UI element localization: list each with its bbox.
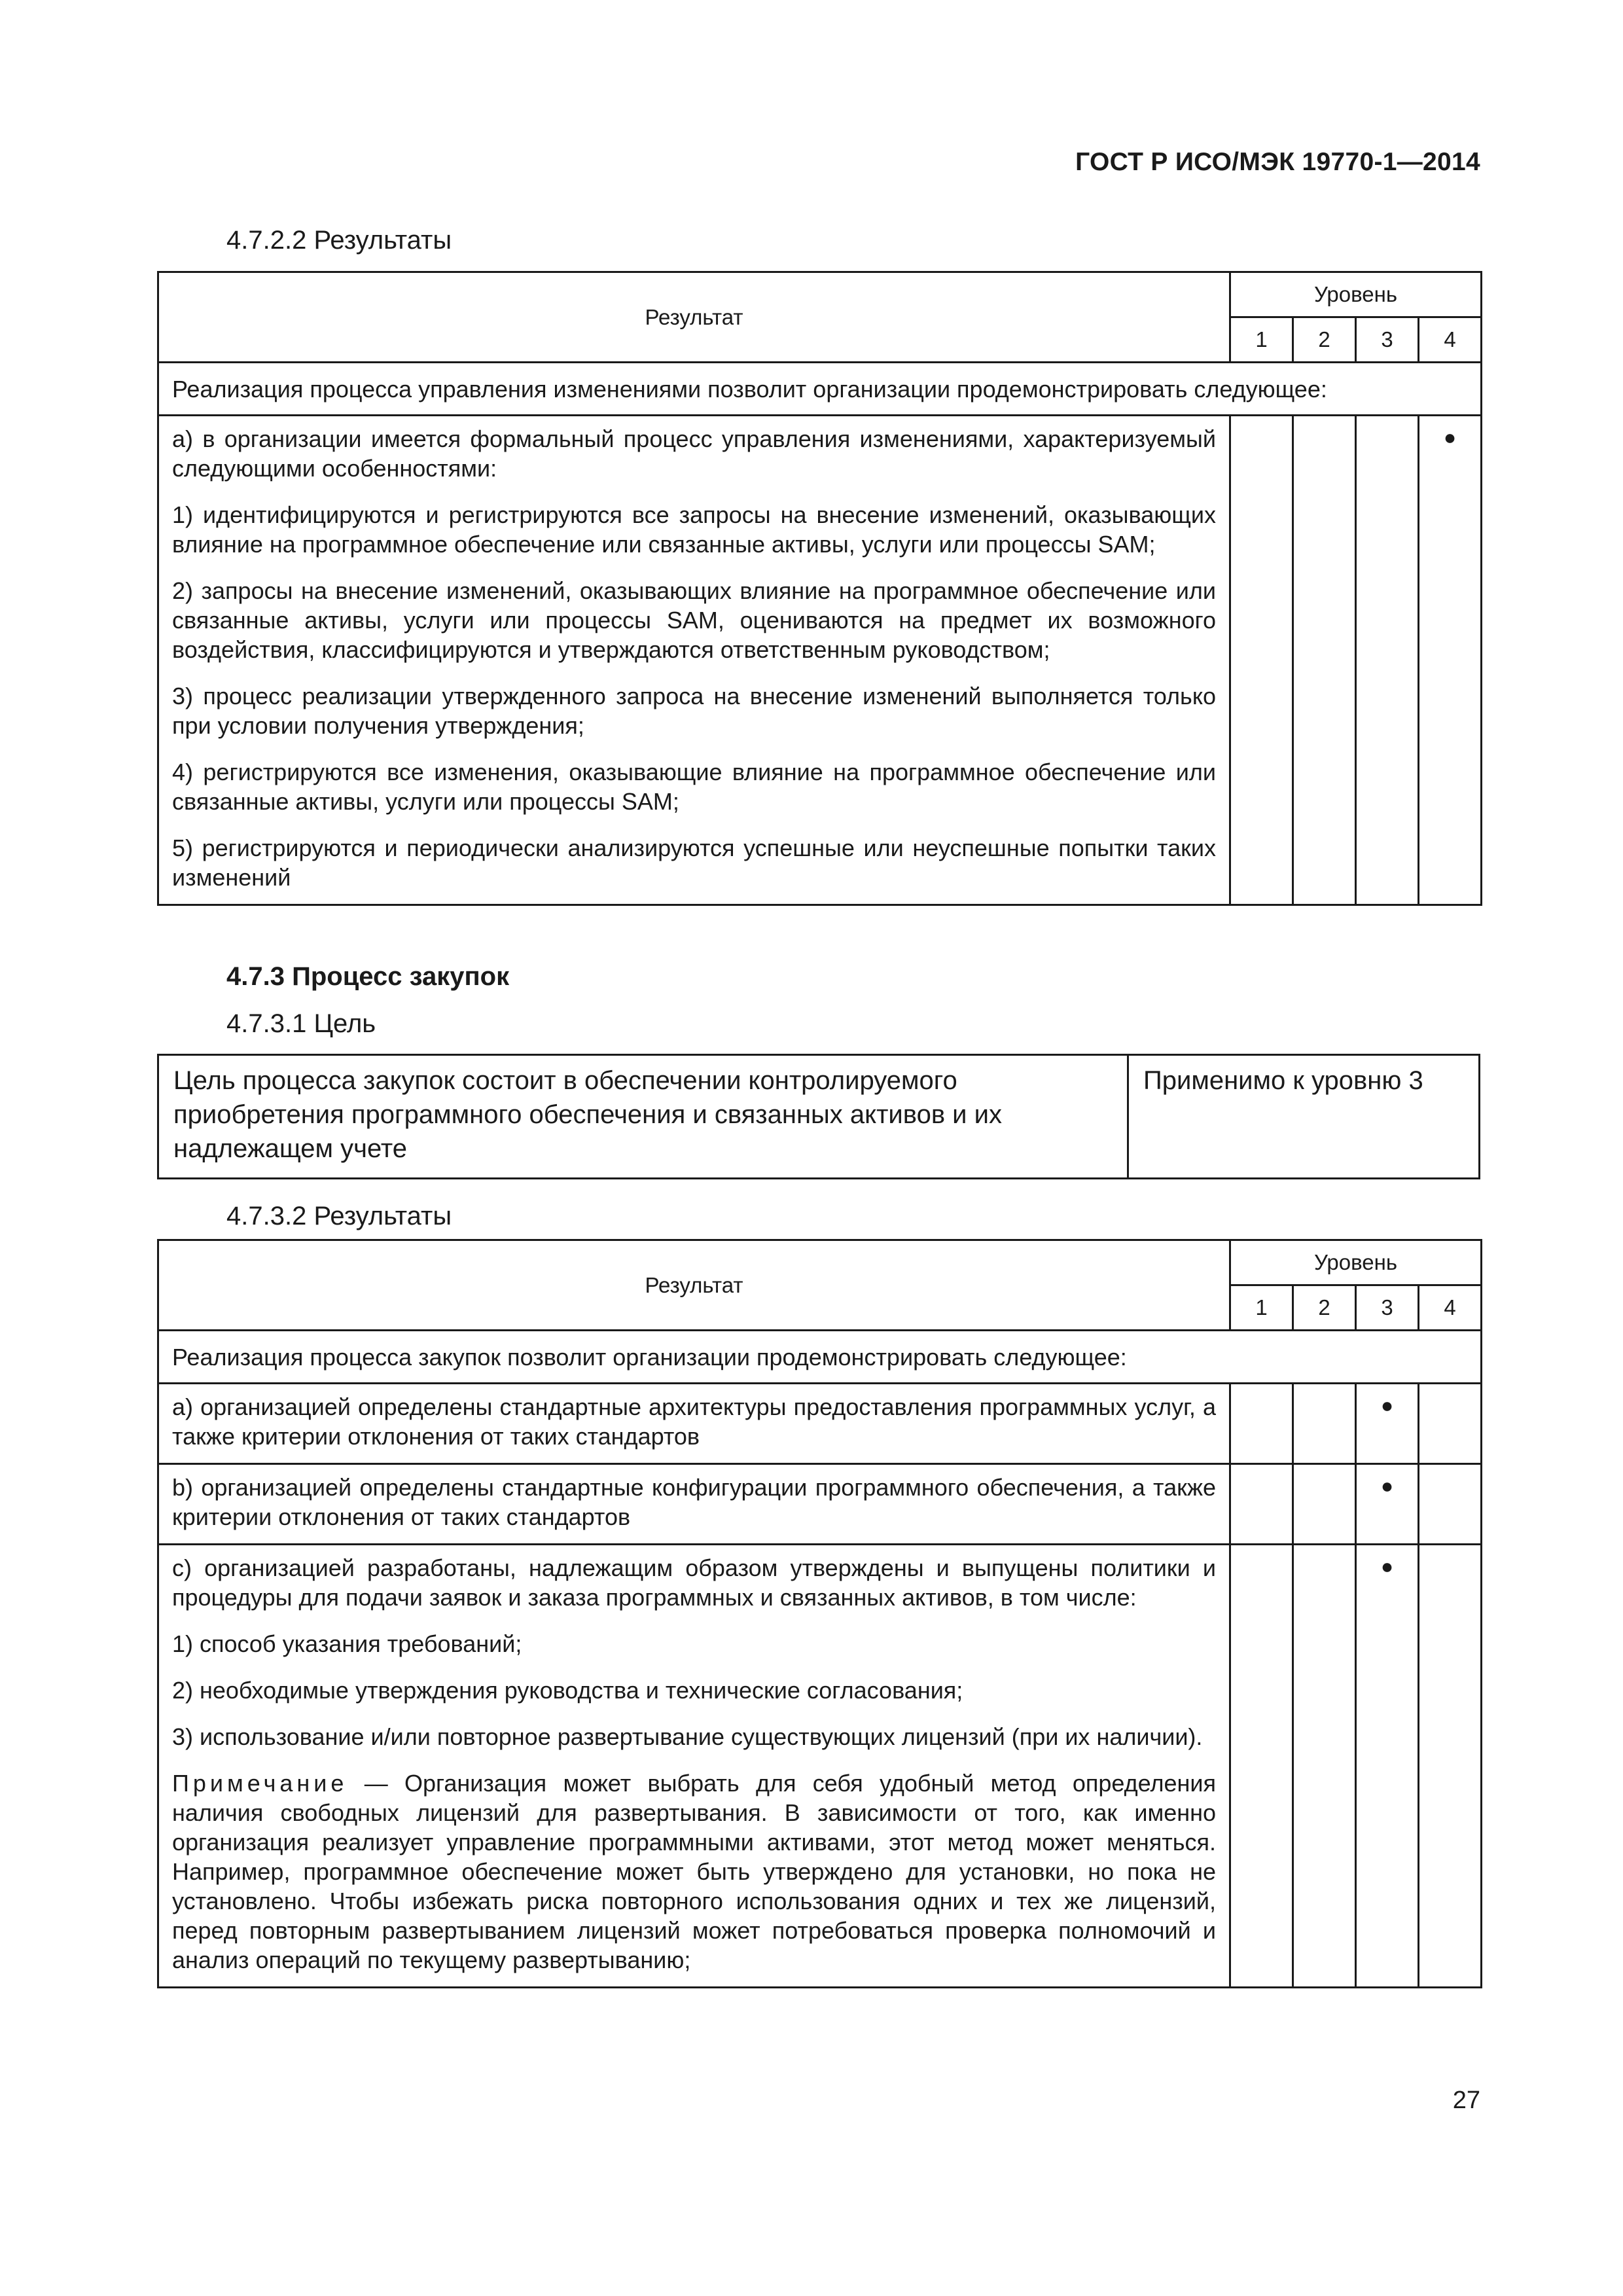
section-heading-4732: 4.7.3.2 Результаты <box>226 1202 452 1230</box>
result-paragraph: b) организацией определены стандартные конфигурации программного обеспечения, а также критерии отклонения от таких стандартов <box>172 1474 1216 1530</box>
level-mark-4 <box>1419 1545 1482 1988</box>
goal-table <box>157 1054 1480 1179</box>
table-row <box>158 416 1482 905</box>
level-mark-2 <box>1293 1464 1356 1545</box>
level-mark-4 <box>1419 1384 1482 1464</box>
section-heading-473: 4.7.3 Процесс закупок <box>226 962 510 991</box>
result-paragraph: 1) идентифицируются и регистрируются все запросы на внесение изменений, оказывающих влияние на программное обеспечение или связанные активы, услуги или процессы SAM; <box>172 501 1216 558</box>
result-paragraph: 1) способ указания требований; <box>172 1630 522 1657</box>
goal-applicability: Применимо к уровню 3 <box>1128 1055 1480 1179</box>
table-row <box>158 1545 1482 1988</box>
level-mark-2 <box>1293 1545 1356 1988</box>
note-label: Примечание <box>172 1770 348 1797</box>
result-paragraph: 2) необходимые утверждения руководства и технические согласования; <box>172 1677 963 1704</box>
table-intro-row: Реализация процесса закупок позволит организации продемонстрировать следующее: <box>158 1331 1482 1384</box>
column-header-level: Уровень <box>1230 1240 1482 1285</box>
result-paragraph: 5) регистрируются и периодически анализируются успешные или неуспешные попытки таких изменений <box>172 834 1216 891</box>
level-mark-1 <box>1230 1545 1293 1988</box>
note-paragraph <box>172 1768 1216 1975</box>
document-header-code: ГОСТ Р ИСО/МЭК 19770-1—2014 <box>1075 148 1480 176</box>
table-row <box>158 1464 1482 1545</box>
level-header-2: 2 <box>1293 1285 1356 1331</box>
level-mark-1 <box>1230 416 1293 905</box>
column-header-result: Результат <box>158 1240 1230 1331</box>
level-header-4: 4 <box>1419 1285 1482 1331</box>
level-mark-3: ● <box>1356 1384 1419 1464</box>
results-table-change-management <box>157 271 1482 906</box>
result-paragraph: a) организацией определены стандартные архитектуры предоставления программных услуг, а также критерии отклонения от таких стандартов <box>172 1393 1216 1450</box>
result-text-cell <box>158 1464 1230 1545</box>
note-text: — Организация может выбрать для себя удобный метод определения наличия свободных лицензий для развертывания. В зависимости от того, как именно организация реализует управление программными активами, этот метод может меняться. Например, программное обеспечение может быть утверждено для установки, но пока не установлено. Чтобы избежать риска повторного использования одних и тех же лицензий, перед повторным развертыванием лицензий может потребоваться проверка полномочий и анализ операций по текущему развертыванию; <box>172 1770 1216 1973</box>
result-text-cell <box>158 1384 1230 1464</box>
table-row <box>158 1384 1482 1464</box>
level-mark-3: ● <box>1356 1464 1419 1545</box>
table-intro-row: Реализация процесса управления изменениями позволит организации продемонстрировать следующее: <box>158 363 1482 416</box>
result-paragraph: 4) регистрируются все изменения, оказывающие влияние на программное обеспечение или связанные активы, услуги или процессы SAM; <box>172 759 1216 815</box>
level-mark-4 <box>1419 1464 1482 1545</box>
level-header-3: 3 <box>1356 317 1419 363</box>
level-mark-2 <box>1293 416 1356 905</box>
level-mark-4: ● <box>1419 416 1482 905</box>
result-paragraph: 2) запросы на внесение изменений, оказывающих влияние на программное обеспечение или связанные активы, услуги или процессы SAM, оцениваются на предмет их возможного воздействия, классифицируются и утверждаются ответственным руководством; <box>172 577 1216 663</box>
result-paragraph: a) в организации имеется формальный процесс управления изменениями, характеризуемый следующими особенностями: <box>172 425 1216 482</box>
result-text-cell <box>158 1545 1230 1988</box>
level-header-1: 1 <box>1230 1285 1293 1331</box>
page-number: 27 <box>1452 2087 1480 2114</box>
result-paragraph: 3) процесс реализации утвержденного запроса на внесение изменений выполняется только при условии получения утверждения; <box>172 683 1216 739</box>
result-text-cell <box>158 416 1230 905</box>
result-paragraph: 3) использование и/или повторное развертывание существующих лицензий (при их наличии). <box>172 1723 1203 1750</box>
level-mark-1 <box>1230 1464 1293 1545</box>
level-header-4: 4 <box>1419 317 1482 363</box>
goal-text: Цель процесса закупок состоит в обеспечении контролируемого приобретения программного обеспечения и связанных активов и их надлежащем учете <box>158 1055 1128 1179</box>
column-header-level: Уровень <box>1230 272 1482 317</box>
section-heading-4722: 4.7.2.2 Результаты <box>226 226 452 255</box>
results-table-procurement <box>157 1239 1482 1988</box>
level-header-2: 2 <box>1293 317 1356 363</box>
level-mark-2 <box>1293 1384 1356 1464</box>
column-header-result: Результат <box>158 272 1230 363</box>
section-heading-4731: 4.7.3.1 Цель <box>226 1009 376 1038</box>
level-mark-3 <box>1356 416 1419 905</box>
result-paragraph: c) организацией разработаны, надлежащим образом утверждены и выпущены политики и процедуры для подачи заявок и заказа программных и связанных активов, в том числе: <box>172 1554 1216 1611</box>
level-mark-3: ● <box>1356 1545 1419 1988</box>
level-mark-1 <box>1230 1384 1293 1464</box>
level-header-1: 1 <box>1230 317 1293 363</box>
level-header-3: 3 <box>1356 1285 1419 1331</box>
